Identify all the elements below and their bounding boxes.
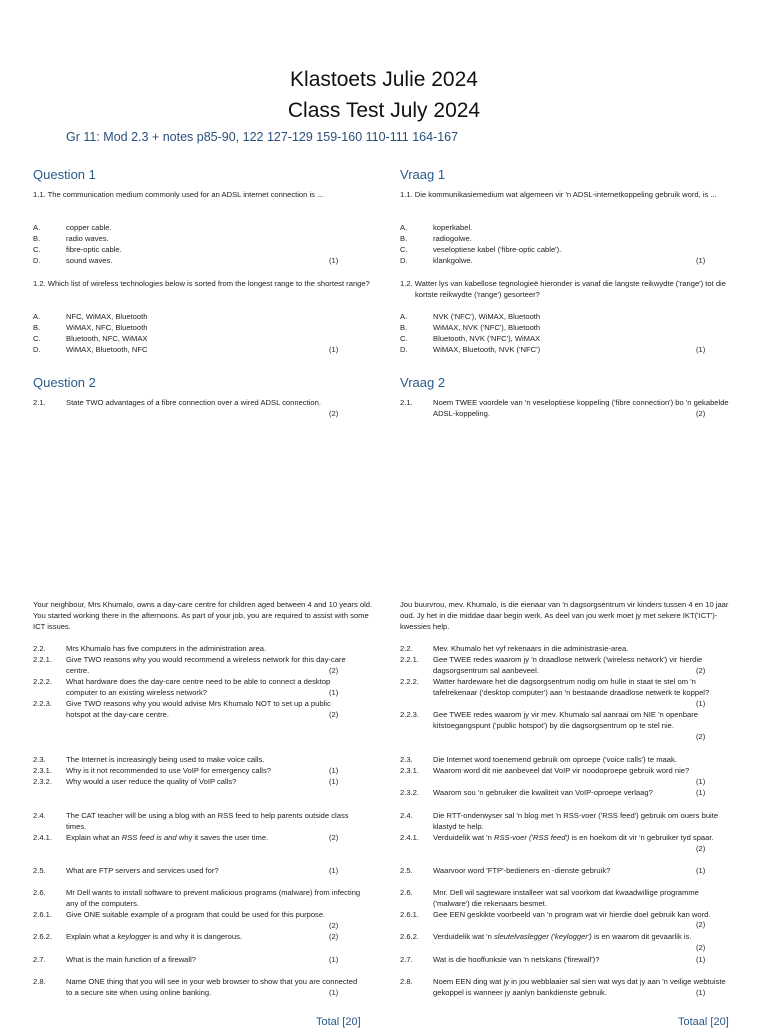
english-items-2-4 — [33, 810, 373, 843]
option-a: A. NVK ('NFC'), WiMAX, Bluetooth — [400, 312, 541, 321]
item-2-4-1: 2.4.1. Verduidelik wat 'n RSS-voer ('RSS feed') is en hoekom dit vir 'n gebruiker tyd spaar. (2) — [400, 833, 714, 853]
scenario-intro-af: Jou buurvrou, mev. Khumalo, is die eienaar van 'n dagsorgsentrum vir kinders tussen 4 en 10 jaar oud. Jy het in die middae daar begin werk. As deel van jou werk moet jy met sekere IKT('ICT')-kwessies help. — [400, 600, 729, 631]
english-items-2-3 — [33, 754, 373, 787]
option-b: B. WiMAX, NVK ('NFC'), Bluetooth — [400, 323, 541, 332]
item-2-8: 2.8. Noem EEN ding wat jy in jou webblaaier sal sien wat wys dat jy aan 'n veilige webtuiste gekoppel is wanneer jy aanlyn bankdienste gebruik. (1) — [400, 977, 726, 997]
item-2-2-2: 2.2.2. Watter hardeware het die dagsorgsentrum nodig om hulle in staat te stel om 'n tafelrekenaar ('desktop computer') aan 'n bestaande draadlose netwerk te koppel? (1) — [400, 677, 710, 708]
question-1-1-text: 1.1. The communication medium commonly used for an ADSL internet connection is ... — [33, 190, 324, 199]
english-items — [33, 643, 373, 720]
vraag-1-2-text: 1.2. Watter lys van kabellose tegnologieë hieronder is vanaf die langste reikwydte ('range') tot die kortste reikwydte ('range') gesorteer? — [400, 279, 726, 299]
option-c: C. Bluetooth, NFC, WiMAX — [33, 334, 148, 343]
item-2-3: 2.3. The Internet is increasingly being used to make voice calls. — [33, 755, 265, 764]
item-2-8: 2.8. Name ONE thing that you will see in your web browser to show that you are connected to a secure site when using online banking. (1) — [33, 977, 358, 997]
vraag-1-1-options — [400, 222, 710, 266]
option-b: B. WiMAX, NFC, Bluetooth — [33, 323, 148, 332]
question-1-2-options — [33, 311, 343, 355]
item-2-5: 2.5. Waarvoor word 'FTP'-bedieners en -dienste gebruik? (1) — [400, 866, 706, 875]
question-1-heading: Question 1 — [33, 167, 96, 182]
mark: (1) — [329, 256, 339, 265]
item-2-3-2: 2.3.2. Why would a user reduce the quality of VoIP calls? (1) — [33, 777, 339, 786]
title-afrikaans: Klastoets Julie 2024 — [290, 68, 478, 91]
option-c: C. Bluetooth, NVK ('NFC'), WiMAX — [400, 334, 541, 343]
question-2-heading: Question 2 — [33, 375, 96, 390]
total-english: Total [20] — [316, 1016, 361, 1028]
afrikaans-items-2-5 — [400, 865, 735, 876]
item-2-6: 2.6. Mr Dell wants to install software to prevent malicious programs (malware) from infecting any of the computers. — [33, 888, 361, 908]
question-1-2-text: 1.2. Which list of wireless technologies below is sorted from the longest range to the shortest range? — [33, 279, 370, 288]
vraag-2-1: 2.1. Noem TWEE voordele van 'n veseloptiese koppeling ('fibre connection') bo 'n gekabelde ADSL-koppeling. (2) — [400, 398, 729, 418]
subtitle: Gr 11: Mod 2.3 + notes p85-90, 122 127-129 159-160 110-111 164-167 — [66, 130, 459, 144]
english-items-2-8 — [33, 976, 373, 998]
option-b: B. radiogolwe. — [400, 234, 472, 243]
afrikaans-items-2-6 — [400, 887, 735, 953]
option-a: A. koperkabel. — [400, 223, 473, 232]
item-2-4: 2.4. The CAT teacher will be using a blog with an RSS feed to help parents outside class times. — [33, 811, 349, 831]
mark-2-6-1-af: (2) — [696, 920, 706, 929]
item-2-5: 2.5. What are FTP servers and services used for? (1) — [33, 866, 339, 875]
mark: (2) — [329, 409, 339, 418]
item-2-7: 2.7. Wat is die hooffunksie van 'n netskans ('firewall')? (1) — [400, 955, 706, 964]
vraag-2-heading: Vraag 2 — [400, 375, 446, 390]
item-2-3-1: 2.3.1. Waarom word dit nie aanbeveel dat VoIP vir noodoproepe gebruik word nie? (1) — [400, 766, 706, 786]
question-2-1: 2.1. State TWO advantages of a fibre connection over a wired ADSL connection. (2) — [33, 398, 339, 418]
afrikaans-items-2-8 — [400, 976, 735, 998]
afrikaans-items-2-7 — [400, 954, 735, 965]
afrikaans-items-2-4 — [400, 810, 735, 854]
item-2-6-1: 2.6.1. Gee EEN geskikte voorbeeld van 'n program wat vir hierdie doel gebruik kan word. — [400, 910, 711, 919]
option-c: C. veseloptiese kabel ('fibre-optic cable'). — [400, 245, 562, 254]
english-items-2-6 — [33, 887, 373, 942]
item-2-4: 2.4. Die RTT-onderwyser sal 'n blog met 'n RSS-voer ('RSS feed') gebruik om ouers buite klastyd te help. — [400, 811, 719, 831]
question-1-1-options — [33, 222, 343, 266]
title-english: Class Test July 2024 — [287, 99, 481, 122]
vraag-1-1-text: 1.1. Die kommunikasiemedium wat algemeen vir 'n ADSL-internetkoppeling gebruik word, is ... — [400, 190, 717, 199]
option-a: A. copper cable. — [33, 223, 112, 232]
option-d: D. klankgolwe. (1) — [400, 256, 706, 265]
item-2-2-3: 2.2.3. Gee TWEE redes waarom jy vir mev. Khumalo sal aanraai om NIE 'n openbare kitstoegangspunt ('public hotspot') by die dagsorgsentrum op te stel nie. (2) — [400, 710, 706, 741]
option-d: D. sound waves. (1) — [33, 256, 339, 265]
item-2-3-1: 2.3.1. Why is it not recommended to use VoIP for emergency calls? (1) — [33, 766, 339, 775]
total-afrikaans: Totaal [20] — [678, 1016, 729, 1028]
item-2-6: 2.6. Mnr. Dell wil sagteware installeer wat sal voorkom dat kwaadwillige programme ('malware') die rekenaars besmet. — [400, 888, 699, 908]
option-a: A. NFC, WiMAX, Bluetooth — [33, 312, 148, 321]
afrikaans-items — [400, 643, 735, 742]
item-2-6-2: 2.6.2. Explain what a keylogger is and why it is dangerous. (2) — [33, 932, 339, 941]
item-2-2-2: 2.2.2. What hardware does the day-care centre need to be able to connect a desktop computer to an existing wireless network? (1) — [33, 677, 339, 697]
item-2-3: 2.3. Die Internet word toenemend gebruik om oproepe ('voice calls') te maak. — [400, 755, 677, 764]
item-2-2: 2.2. Mev. Khumalo het vyf rekenaars in die administrasie-area. — [400, 644, 629, 653]
item-2-6-2: 2.6.2. Verduidelik wat 'n sleutelvaslegger ('keylogger') is en waarom dit gevaarlik is. (2) — [400, 932, 706, 952]
english-items-2-7 — [33, 954, 373, 965]
option-b: B. radio waves. — [33, 234, 109, 243]
item-2-2-3: 2.2.3. Give TWO reasons why you would advise Mrs Khumalo NOT to set up a public hotspot at the day-care centre. (2) — [33, 699, 339, 719]
option-c: C. fibre-optic cable. — [33, 245, 122, 254]
item-2-4-1: 2.4.1. Explain what an RSS feed is and why it saves the user time. (2) — [33, 833, 339, 842]
item-2-2-1: 2.2.1. Gee TWEE redes waarom jy 'n draadlose netwerk ('wireless network') vir hierdie dagsorgsentrum sal aanbeveel. (2) — [400, 655, 706, 675]
option-d: D. WiMAX, Bluetooth, NFC (1) — [33, 345, 339, 354]
item-2-3-2: 2.3.2. Waarom sou 'n gebruiker die kwaliteit van VoIP-oproepe verlaag? (1) — [400, 788, 706, 797]
english-items-2-5 — [33, 865, 373, 876]
item-2-6-1: 2.6.1. Give ONE suitable example of a program that could be used for this purpose. (2) — [33, 910, 339, 930]
item-2-2: 2.2. Mrs Khumalo has five computers in the administration area. — [33, 644, 267, 653]
vraag-1-2-options — [400, 311, 710, 355]
scenario-intro: Your neighbour, Mrs Khumalo, owns a day-care centre for children aged between 4 and 10 years old. You started working there in the afternoons. As part of your job, you are required to assist with some ICT issues. — [33, 600, 373, 631]
mark: (1) — [329, 345, 339, 354]
vraag-1-heading: Vraag 1 — [400, 167, 446, 182]
item-2-2-1: 2.2.1. Give TWO reasons why you would recommend a wireless network for this day-care centre. (2) — [33, 655, 346, 675]
afrikaans-items-2-3 — [400, 754, 735, 798]
item-2-7: 2.7. What is the main function of a firewall? (1) — [33, 955, 339, 964]
option-d: D. WiMAX, Bluetooth, NVK ('NFC') (1) — [400, 345, 706, 354]
